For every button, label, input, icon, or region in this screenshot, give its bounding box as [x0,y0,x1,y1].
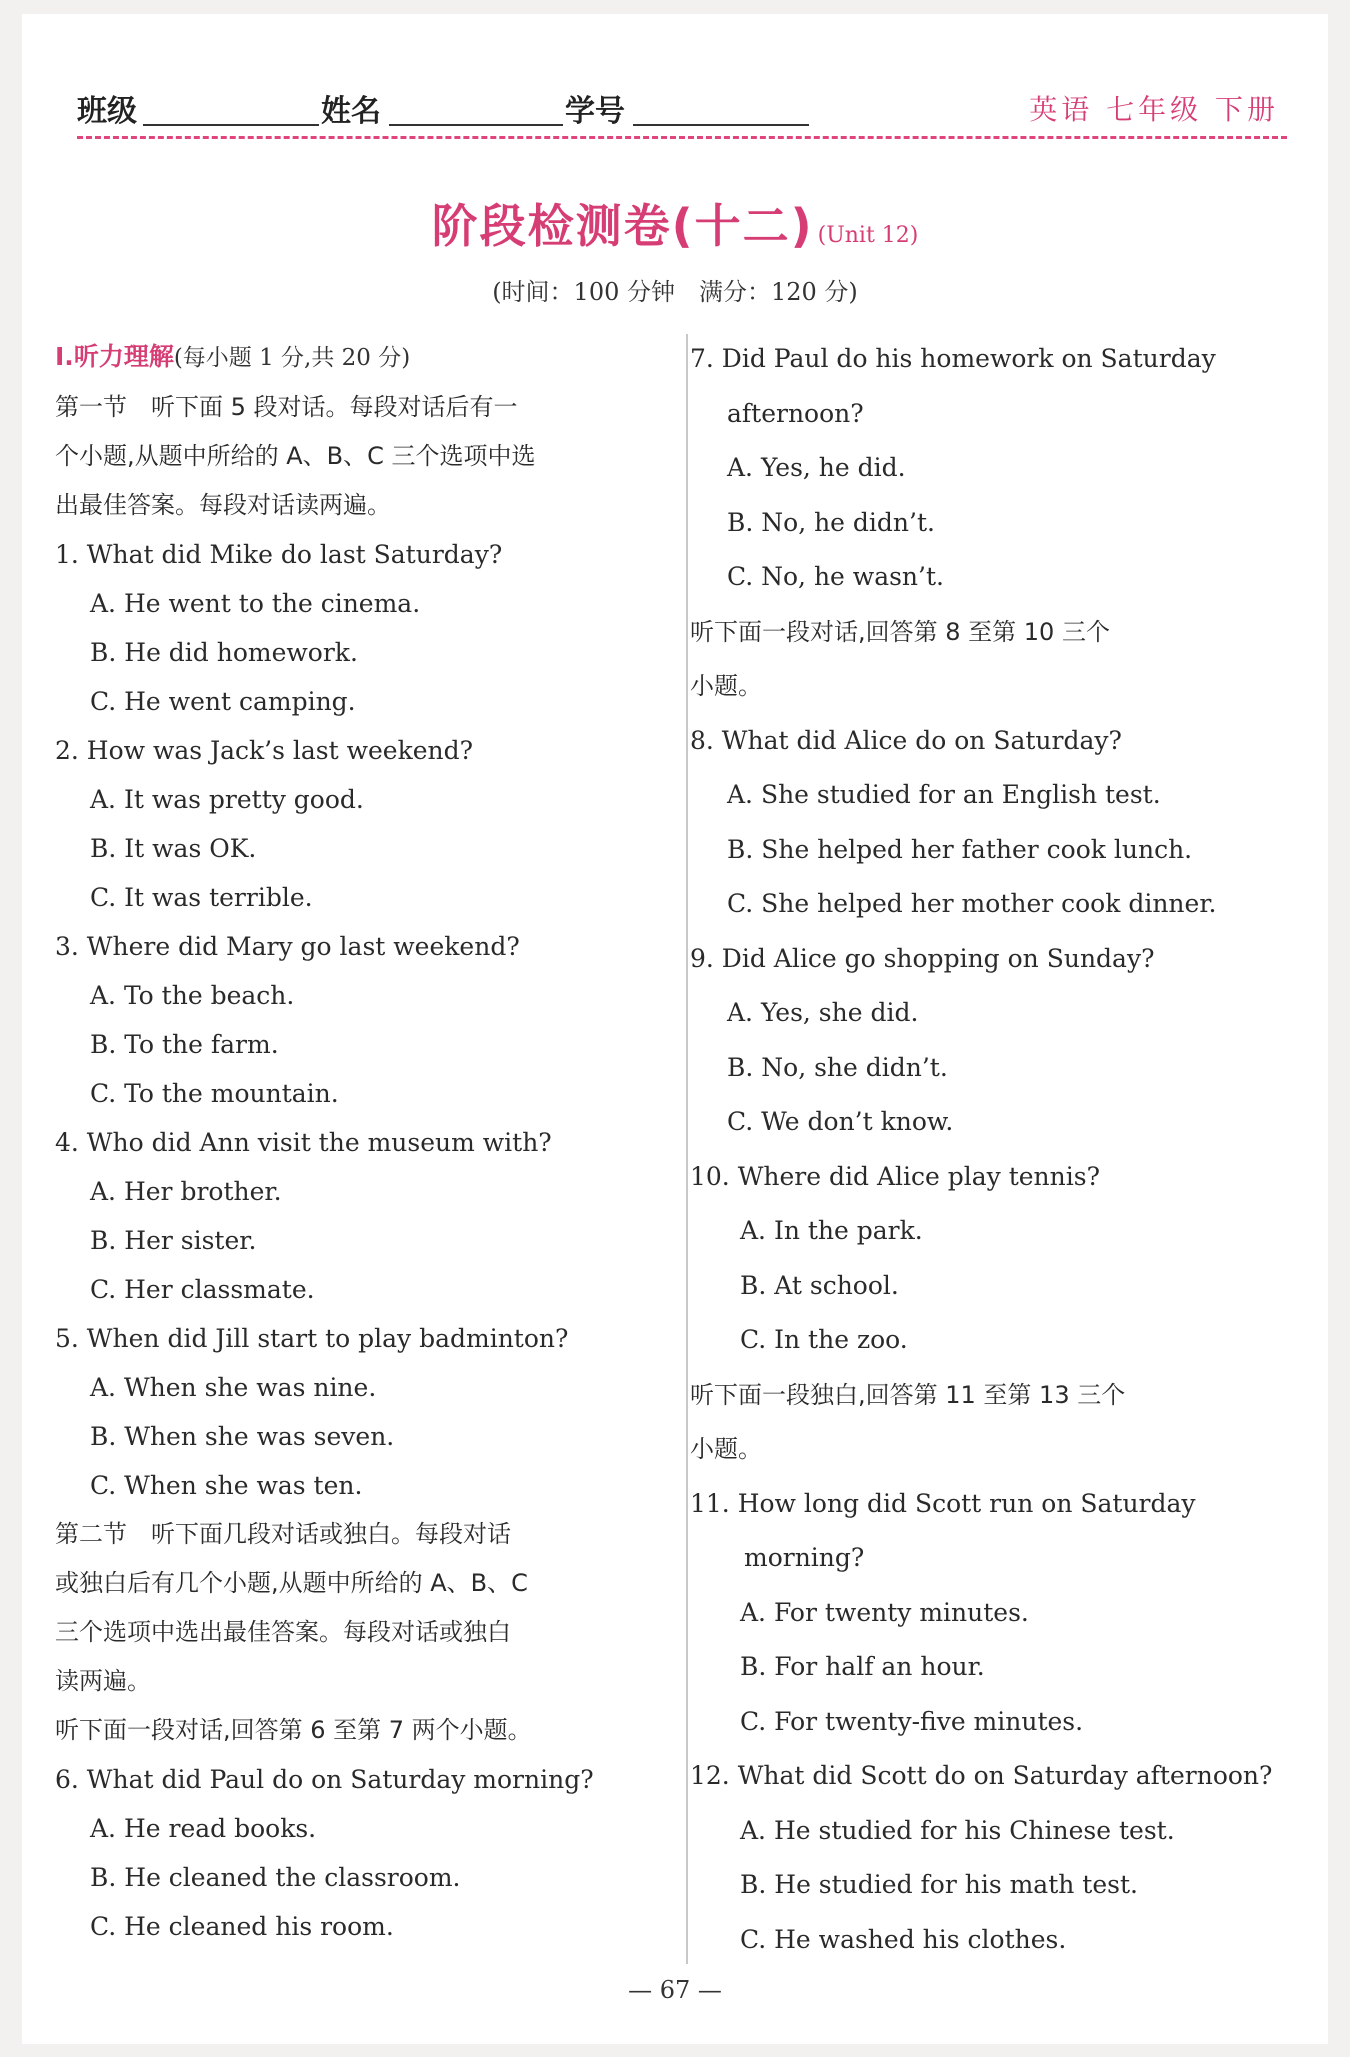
option-5b[interactable]: B. When she was seven. [90,1422,395,1451]
option-11a[interactable]: A. For twenty minutes. [740,1597,1029,1627]
option-8a[interactable]: A. She studied for an English test. [727,780,1161,809]
question-2: 2. How was Jack’s last weekend? [55,736,474,765]
dialogue-instruction-8-10: 听下面一段对话,回答第 8 至第 10 三个 [690,617,1110,646]
option-12b[interactable]: B. He studied for his math test. [740,1870,1138,1899]
option-1a[interactable]: A. He went to the cinema. [90,589,421,618]
option-2c[interactable]: C. It was terrible. [90,883,313,912]
test-title [22,190,1328,256]
part1-instruction: 个小题,从题中所给的 A、B、C 三个选项中选 [55,442,536,470]
section-name: 听力理解 [73,342,174,371]
option-4c[interactable]: C. Her classmate. [90,1275,315,1304]
question-5: 5. When did Jill start to play badminton? [55,1324,569,1353]
question-7-cont: afternoon? [727,398,864,428]
part1-instruction: 第一节 听下面 5 段对话。每段对话后有一 [55,393,518,421]
part1-instruction: 出最佳答案。每段对话读两遍。 [55,491,391,519]
student-id-blank[interactable] [633,124,809,126]
option-3c[interactable]: C. To the mountain. [90,1079,339,1108]
option-4a[interactable]: A. Her brother. [90,1177,282,1206]
option-7b[interactable]: B. No, he didn’t. [727,507,935,537]
title-unit: (Unit 12) [817,223,919,248]
option-11b[interactable]: B. For half an hour. [740,1652,985,1681]
name-label: 姓名 [321,94,381,129]
option-7c[interactable]: C. No, he wasn’t. [727,562,944,591]
question-7: 7. Did Paul do his homework on Saturday [690,344,1216,373]
option-6a[interactable]: A. He read books. [90,1814,317,1843]
question-10: 10. Where did Alice play tennis? [690,1161,1100,1191]
option-7a[interactable]: A. Yes, he did. [727,453,906,482]
page-number: — 67 — [628,1976,722,2004]
option-10c[interactable]: C. In the zoo. [740,1325,908,1354]
class-blank[interactable] [143,124,319,126]
section-points: (每小题 1 分,共 20 分) [173,345,411,371]
question-12: 12. What did Scott do on Saturday afternoon? [690,1761,1273,1790]
dialogue-instruction-6-7: 听下面一段对话,回答第 6 至第 7 两个小题。 [55,1716,532,1744]
option-8c[interactable]: C. She helped her mother cook dinner. [727,889,1217,918]
option-6b[interactable]: B. He cleaned the classroom. [90,1863,461,1892]
option-3b[interactable]: B. To the farm. [90,1030,279,1059]
student-id-label: 学号 [565,94,625,129]
question-3: 3. Where did Mary go last weekend? [55,932,520,961]
question-9: 9. Did Alice go shopping on Sunday? [690,943,1155,973]
class-label: 班级 [77,94,137,129]
part2-instruction: 读两遍。 [55,1667,151,1695]
part2-instruction: 三个选项中选出最佳答案。每段对话或独白 [55,1618,511,1646]
option-12a[interactable]: A. He studied for his Chinese test. [740,1815,1175,1845]
option-1c[interactable]: C. He went camping. [90,687,356,716]
section-heading [55,332,665,383]
question-8: 8. What did Alice do on Saturday? [690,725,1122,755]
column-divider [686,334,688,1964]
question-11: 11. How long did Scott run on Saturday [690,1488,1196,1518]
dialogue-instruction-8-10-cont: 小题。 [690,672,762,700]
option-3a[interactable]: A. To the beach. [90,981,295,1010]
option-10a[interactable]: A. In the park. [740,1216,923,1245]
option-6c[interactable]: C. He cleaned his room. [90,1912,394,1941]
option-11c[interactable]: C. For twenty-five minutes. [740,1706,1084,1736]
option-1b[interactable]: B. He did homework. [90,638,358,667]
student-info-header [77,76,1287,139]
option-2b[interactable]: B. It was OK. [90,834,257,863]
section-number: Ⅰ. [55,342,74,371]
option-9c[interactable]: C. We don’t know. [727,1107,954,1136]
option-9b[interactable]: B. No, she didn’t. [727,1052,948,1082]
monologue-instruction-11-13-cont: 小题。 [690,1435,762,1463]
left-column [55,332,665,1951]
name-blank[interactable] [389,124,563,126]
option-10b[interactable]: B. At school. [740,1270,899,1300]
time-and-score: (时间：100 分钟 满分：120 分) [492,278,858,306]
option-5a[interactable]: A. When she was nine. [90,1373,377,1402]
option-2a[interactable]: A. It was pretty good. [90,785,364,814]
question-4: 4. Who did Ann visit the museum with? [55,1128,552,1157]
option-5c[interactable]: C. When she was ten. [90,1471,363,1500]
monologue-instruction-11-13: 听下面一段独白,回答第 11 至第 13 三个 [690,1380,1126,1409]
question-11-cont: morning? [744,1543,865,1572]
option-4b[interactable]: B. Her sister. [90,1226,257,1255]
subject-label: 英语 七年级 下册 [1029,93,1279,126]
right-column [690,332,1290,1967]
question-6: 6. What did Paul do on Saturday morning? [55,1765,594,1794]
option-9a[interactable]: A. Yes, she did. [727,998,919,1027]
worksheet-page [22,14,1328,2044]
title-main: 阶段检测卷(十二) [431,199,814,253]
option-8b[interactable]: B. She helped her father cook lunch. [727,834,1193,864]
question-1: 1. What did Mike do last Saturday? [55,540,503,569]
part2-instruction: 第二节 听下面几段对话或独白。每段对话 [55,1520,511,1548]
option-12c[interactable]: C. He washed his clothes. [740,1924,1067,1954]
part2-instruction: 或独白后有几个小题,从题中所给的 A、B、C [55,1569,528,1597]
